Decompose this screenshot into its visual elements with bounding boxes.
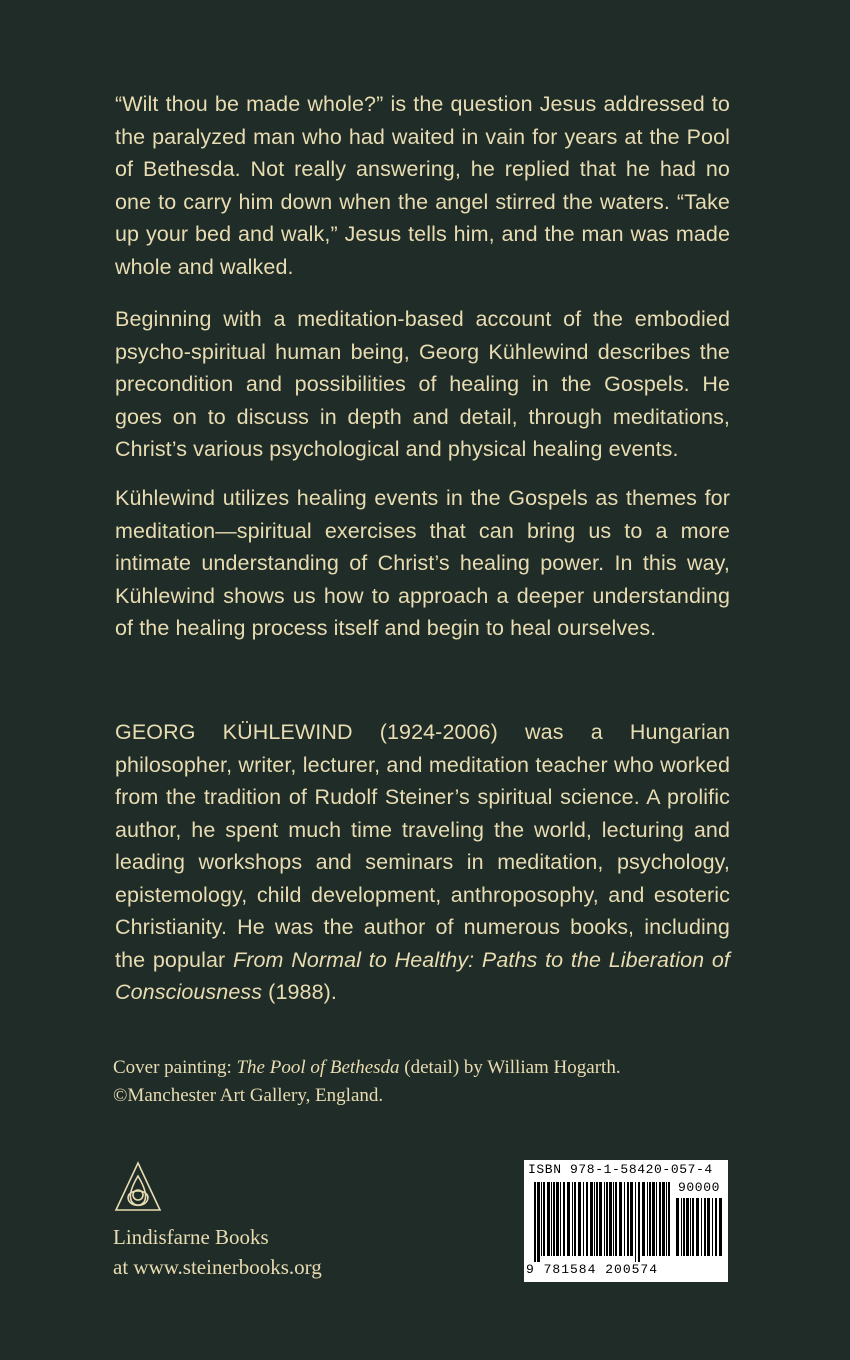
barcode-bar: [596, 1182, 598, 1256]
barcode-bar: [547, 1182, 550, 1256]
barcode-bar: [642, 1182, 645, 1256]
publisher-website: at www.steinerbooks.org: [113, 1255, 322, 1279]
barcode-bar: [556, 1182, 559, 1256]
barcode-bar: [627, 1182, 629, 1256]
barcode-bar: [551, 1182, 552, 1256]
barcode-bar: [553, 1182, 555, 1256]
barcode-bar: [541, 1182, 542, 1256]
barcode-bar: [578, 1182, 581, 1256]
barcode-bar: [649, 1182, 651, 1256]
barcode-bar: [604, 1182, 605, 1256]
barcode-bar: [615, 1182, 617, 1256]
barcode-bar: [572, 1182, 573, 1256]
barcode-bar: [537, 1182, 540, 1262]
cover-credit-prefix: Cover painting:: [113, 1057, 237, 1078]
triquetra-triangle-icon: [114, 1160, 162, 1216]
barcode-bar: [662, 1182, 665, 1256]
cover-credit-suffix: (detail) by William Hogarth.: [399, 1057, 621, 1078]
publisher-imprint: [113, 1222, 322, 1282]
barcode-bar: [676, 1198, 679, 1256]
barcode-bar: [704, 1198, 706, 1256]
barcode-bar: [681, 1198, 682, 1256]
barcode-bar: [630, 1182, 633, 1256]
barcode-bar: [560, 1182, 561, 1256]
barcode-bar: [619, 1182, 622, 1256]
barcode-bar: [666, 1182, 667, 1256]
cover-credit-line-2: ©Manchester Art Gallery, England.: [113, 1085, 384, 1106]
barcode-bar: [719, 1198, 722, 1256]
blurb-paragraph-1-text: “Wilt thou be made whole?” is the question Jesus addressed to the paralyzed man who had waited in vain for years at the Pool of Bethesda. Not really answering, he replied that he had no one to carry him down when the angel stirred the waters. “Take up your bed and walk,” Jesus tells him, and the man was made whole and walked.: [115, 92, 730, 279]
barcode-bar: [656, 1182, 657, 1256]
isbn-label: ISBN 978-1-58420-057-4: [528, 1162, 713, 1177]
blurb-paragraph-3-text: Kühlewind utilizes healing events in the Gospels as themes for meditation—spiritual exercises that can bring us to a more intimate understanding of Christ’s healing power. In this way, Kühlewind shows us how to approach a deeper understanding of the healing process itself and begin to heal ourselves.: [115, 486, 730, 640]
blurb-paragraph-3: [115, 482, 730, 645]
barcode-bar: [652, 1182, 655, 1256]
barcode-bar: [606, 1182, 608, 1256]
cover-painting-title: The Pool of Bethesda: [236, 1057, 400, 1078]
cover-credit: [113, 1054, 621, 1110]
barcode-bar: [683, 1198, 685, 1256]
barcode-bar: [590, 1182, 593, 1256]
ean-barcode-bars: [534, 1182, 672, 1262]
barcode-bar: [583, 1182, 584, 1256]
addon-barcode-bars: [676, 1198, 722, 1262]
barcode-bar: [574, 1182, 576, 1256]
barcode-bar: [567, 1182, 570, 1256]
barcode-bar: [586, 1182, 588, 1256]
barcode-bar: [712, 1198, 713, 1256]
barcode-bar: [613, 1182, 614, 1256]
author-bio: [115, 716, 730, 1009]
blurb-paragraph-2: [115, 303, 730, 466]
author-bio-year: (1988).: [262, 980, 338, 1004]
isbn-barcode: [524, 1160, 728, 1282]
barcode-bar: [624, 1182, 625, 1256]
barcode-bar: [563, 1182, 565, 1256]
barcode-bar: [609, 1182, 612, 1256]
blurb-paragraph-2-text: Beginning with a meditation-based account of the embodied psycho-spiritual human being, Georg Kühlewind describes the precondition and possibilities of healing in the Gospels. He goes on to discuss in depth and detail, through meditations, Christ’s various psychological and physical healing events.: [115, 307, 730, 461]
barcode-bar: [543, 1182, 545, 1256]
barcode-bar: [599, 1182, 602, 1256]
barcode-bar: [715, 1198, 717, 1256]
barcode-bar: [594, 1182, 595, 1256]
author-bio-book-title: From Normal to Healthy: Paths to the Liberation of Consciousness: [115, 947, 730, 1004]
barcode-bar: [690, 1198, 691, 1256]
barcode-bar: [692, 1198, 694, 1256]
barcode-bar: [635, 1182, 636, 1262]
barcode-bar: [696, 1198, 699, 1256]
blurb-paragraph-1: [115, 88, 730, 283]
barcode-bar: [534, 1182, 536, 1262]
ean-number: 9 781584 200574: [526, 1262, 659, 1277]
barcode-bar: [701, 1198, 702, 1256]
author-bio-text: [115, 716, 730, 1009]
barcode-bar: [638, 1182, 640, 1262]
barcode-bar: [707, 1198, 710, 1256]
barcode-bar: [686, 1198, 689, 1256]
barcode-bar: [659, 1182, 661, 1256]
barcode-bar: [668, 1182, 670, 1256]
barcode-bar: [647, 1182, 648, 1256]
cover-credit-line-1: [113, 1054, 621, 1082]
publisher-name: Lindisfarne Books: [113, 1225, 269, 1249]
author-bio-body: GEORG KÜHLEWIND (1924-2006) was a Hungarian philosopher, writer, lecturer, and meditation teacher who worked from the tradition of Rudolf Steiner’s spiritual science. A prolific author, he spent much time traveling the world, lecturing and leading workshops and seminars in meditation, psychology, epistemology, child development, anthroposophy, and esoteric Christianity. He was the author of numerous books, including the popular: [115, 720, 730, 972]
price-code: 90000: [677, 1180, 720, 1195]
